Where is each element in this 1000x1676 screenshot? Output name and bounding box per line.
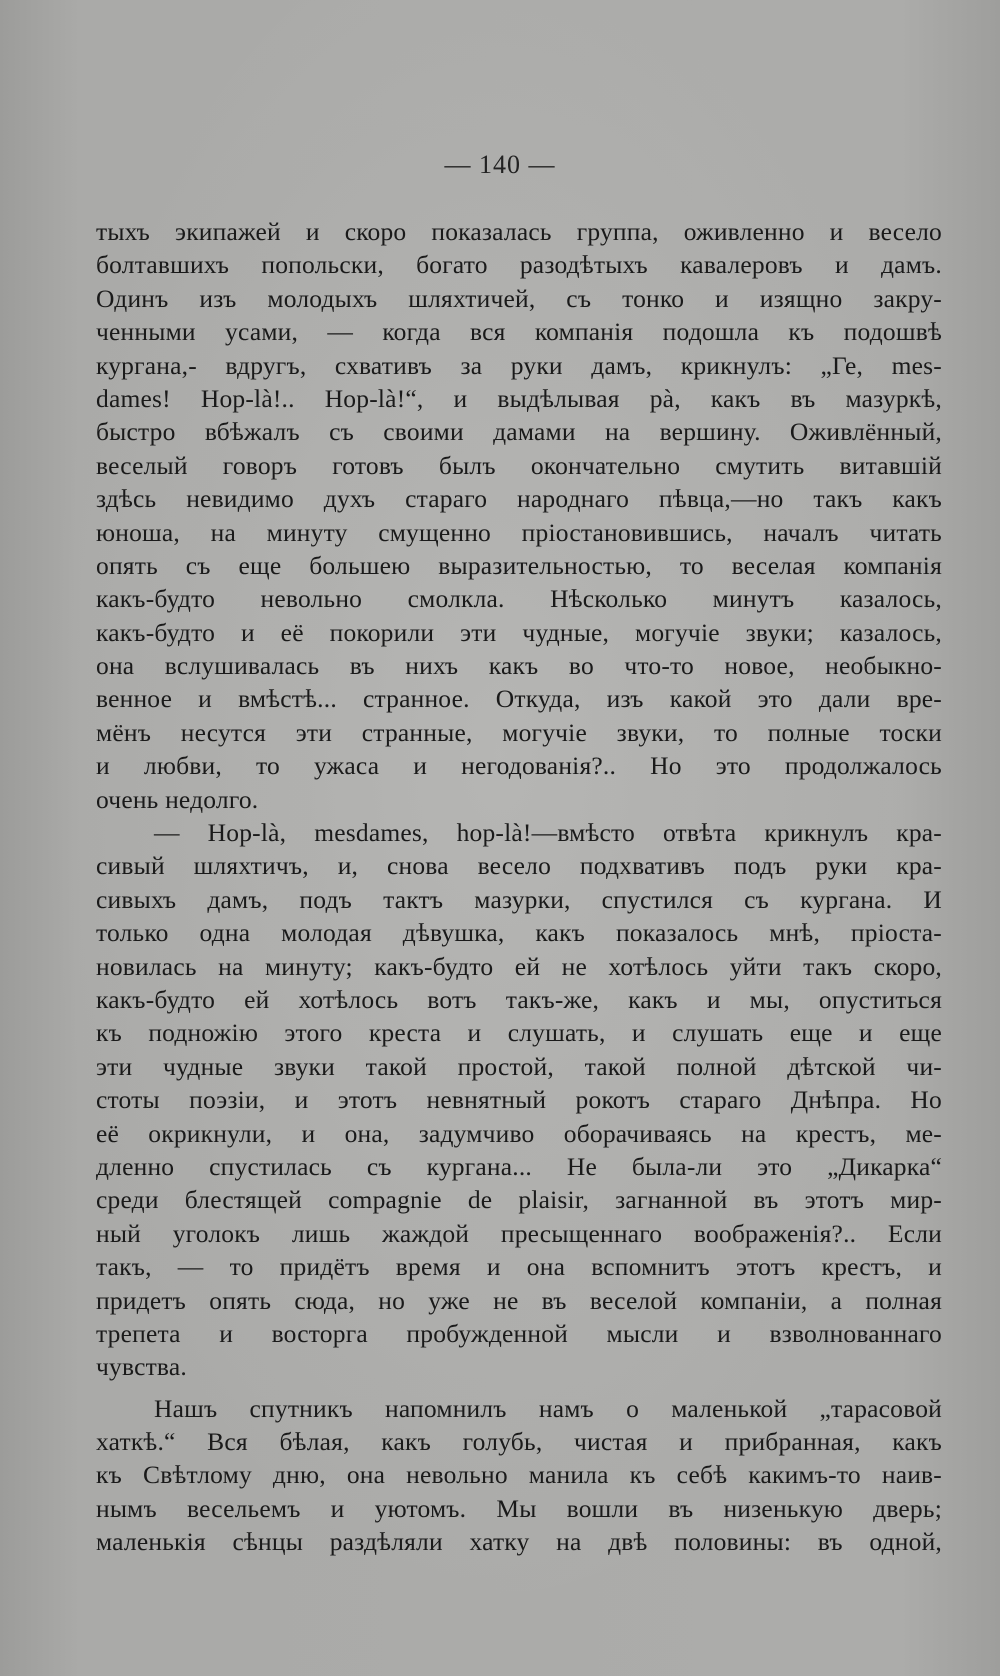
text-line: только одна молодая дѣвушка, какъ показалось мнѣ, пріоста- (96, 918, 942, 948)
text-line: кургана,- вдругъ, схвативъ за руки дамъ, крикнулъ: „Ге, mes- (96, 350, 942, 380)
body-text (96, 215, 942, 1559)
text-line: стоты поэзіи, и этотъ невнятный рокотъ стараго Днѣпра. Но (96, 1085, 942, 1115)
text-line: какъ-будто ей хотѣлось вотъ такъ-же, какъ и мы, опуститься (96, 984, 942, 1014)
text-line: новилась на минуту; какъ-будто ей не хотѣлось уйти такъ скоро, (96, 951, 942, 981)
text-line: маленькія сѣнцы раздѣляли хатку на двѣ половины: въ одной, (96, 1527, 942, 1557)
text-line: чувства. (96, 1352, 187, 1382)
text-line: dames! Hop-là!.. Hop-là!“, и выдѣлывая pà, какъ въ мазуркѣ, (96, 383, 942, 413)
text-line: она вслушивалась въ нихъ какъ во что-то новое, необыкно- (96, 651, 942, 681)
text-line: эти чудные звуки такой простой, такой полной дѣтской чи- (96, 1051, 942, 1081)
text-line: быстро вбѣжалъ съ своими дамами на вершину. Оживлённый, (96, 417, 942, 447)
text-line: болтавшихъ попольски, богато разодѣтыхъ кавалеровъ и дамъ. (96, 250, 942, 280)
text-line: трепета и восторга пробужденной мысли и взволнованнаго (96, 1318, 942, 1348)
text-line: мёнъ несутся эти странные, могучіе звуки, то полные тоски (96, 717, 942, 747)
text-line: юноша, на минуту смущенно пріостановившись, началъ читать (96, 517, 942, 547)
paragraph (96, 215, 942, 816)
text-line: какъ-будто невольно смолкла. Нѣсколько минутъ казалось, (96, 584, 942, 614)
text-line: къ подножію этого креста и слушать, и слушать еще и еще (96, 1018, 942, 1048)
text-line: ный уголокъ лишь жаждой пресыщеннаго воображенія?.. Если (96, 1218, 942, 1248)
text-line: дленно спустилась съ кургана... Не была-ли это „Дикарка“ (96, 1151, 942, 1181)
text-line: очень недолго. (96, 784, 259, 814)
text-line: придетъ опять сюда, но уже не въ веселой компаніи, а полная (96, 1285, 942, 1315)
text-line: опять съ еще большею выразительностью, то веселая компанія (96, 550, 942, 580)
text-line: къ Свѣтлому дню, она невольно манила къ себѣ какимъ-то наив- (96, 1460, 942, 1490)
text-line: здѣсь невидимо духъ стараго народнаго пѣвца,—но такъ какъ (96, 484, 942, 514)
text-line: такъ, — то придётъ время и она вспомнитъ этотъ крестъ, и (96, 1252, 942, 1282)
text-line: сивый шляхтичъ, и, снова весело подхвативъ подъ руки кра- (96, 851, 942, 881)
text-line: сивыхъ дамъ, подъ тактъ мазурки, спустился съ кургана. И (96, 884, 942, 914)
paragraph (96, 816, 942, 1384)
text-line: тыхъ экипажей и скоро показалась группа, оживленно и весело (96, 217, 942, 246)
text-line: венное и вмѣстѣ... странное. Откуда, изъ какой это дали вре- (96, 684, 942, 714)
text-line: Нашъ спутникъ напомнилъ намъ о маленькой „тарасовой (154, 1393, 942, 1423)
text-line: Одинъ изъ молодыхъ шляхтичей, съ тонко и изящно закру- (96, 283, 942, 313)
text-line: — Hop-là, mesdames, hop-là!—вмѣсто отвѣта крикнулъ кра- (154, 818, 942, 848)
text-line: и любви, то ужаса и негодованія?.. Но это продолжалось (96, 751, 942, 781)
text-line: её окрикнули, и она, задумчиво оборачиваясь на крестъ, ме- (96, 1118, 942, 1148)
text-line: веселый говоръ готовъ былъ окончательно смутить витавшій (96, 450, 942, 480)
paragraph (96, 1392, 942, 1559)
text-line: ченными усами, — когда вся компанія подошла къ подошвѣ (96, 317, 942, 347)
text-line: какъ-будто и её покорили эти чудные, могучіе звуки; казалось, (96, 617, 942, 647)
text-line: среди блестящей compagnie de plaisir, загнанной въ этотъ мир- (96, 1185, 942, 1215)
page-number: — 140 — (444, 150, 556, 179)
paragraph-gap (96, 1384, 942, 1392)
text-line: хаткѣ.“ Вся бѣлая, какъ голубь, чистая и прибранная, какъ (96, 1427, 942, 1457)
text-line: нымъ весельемъ и уютомъ. Мы вошли въ низенькую дверь; (96, 1493, 942, 1523)
